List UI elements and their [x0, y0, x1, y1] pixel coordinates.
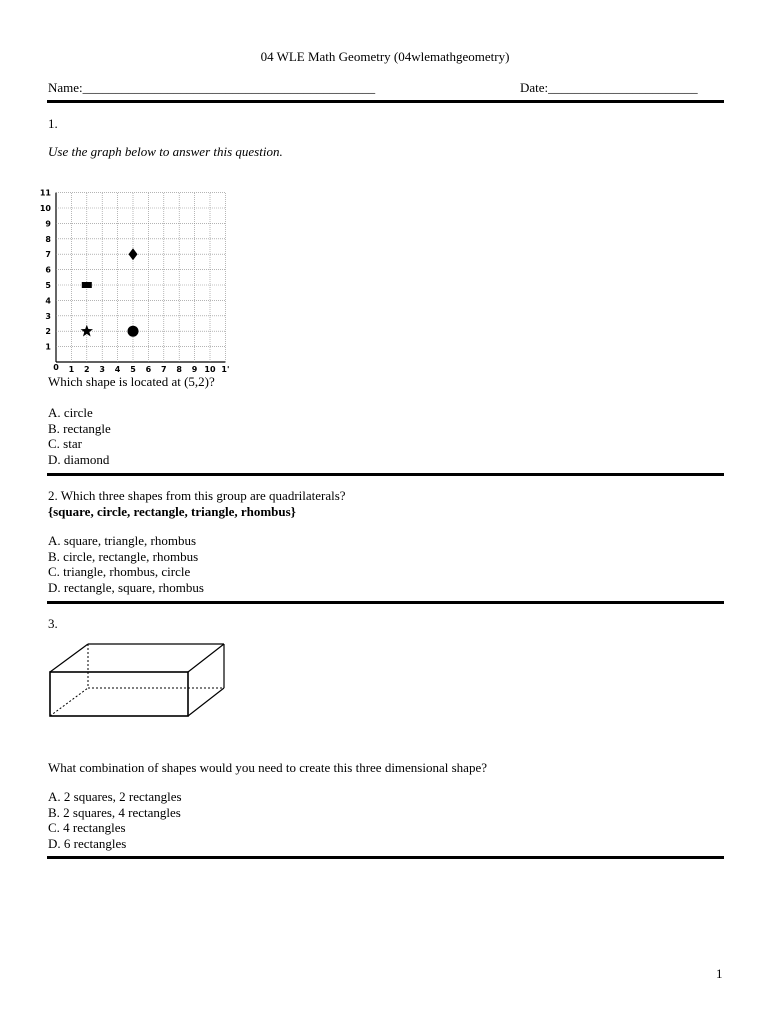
option-d: D. diamond [48, 452, 110, 468]
diamond-point [129, 248, 138, 260]
option-a: A. square, triangle, rhombus [48, 533, 197, 548]
rectangular-prism-figure [46, 640, 248, 728]
question-2-text: 2. Which three shapes from this group are quadrilaterals? [48, 488, 346, 503]
star-point [81, 325, 93, 337]
x-tick-label: 1' [221, 365, 230, 374]
question-1-options [48, 405, 111, 468]
y-axis-ticks [40, 189, 52, 352]
question-1-text: Which shape is located at (5,2)? [48, 374, 215, 389]
option-c: C. 4 rectangles [48, 820, 126, 836]
option-c: C. triangle, rhombus, circle [48, 564, 191, 580]
y-tick-label: 2 [45, 327, 51, 337]
x-tick-label: 9 [191, 365, 198, 374]
divider [47, 601, 724, 604]
x-axis-ticks [69, 365, 230, 374]
prism-hidden-edge [50, 688, 88, 716]
x-tick-label: 7 [161, 365, 167, 374]
y-tick-label: 10 [39, 204, 51, 213]
option-b: B. 2 squares, 4 rectangles [48, 804, 181, 820]
prism-edge [188, 644, 224, 672]
divider [47, 100, 724, 103]
x-tick-label: 10 [204, 365, 216, 374]
prism-front-face [50, 672, 188, 716]
option-a: A. circle [48, 405, 93, 420]
option-b: B. circle, rectangle, rhombus [48, 548, 199, 564]
rectangle-point [82, 282, 92, 288]
option-a: A. 2 squares, 2 rectangles [48, 789, 182, 804]
page-title: 04 WLE Math Geometry (04wlemathgeometry) [260, 49, 510, 64]
y-tick-label: 7 [45, 250, 51, 260]
y-tick-label: 8 [45, 234, 51, 244]
coordinate-graph [36, 184, 246, 376]
x-tick-label: 5 [130, 365, 136, 374]
circle-point [128, 326, 139, 337]
x-tick-label: 8 [176, 365, 182, 374]
y-tick-label: 1 [45, 342, 51, 352]
x-tick-label: 6 [145, 365, 152, 374]
option-c: C. star [48, 436, 82, 452]
prism-edge [50, 644, 88, 672]
graph-points [81, 248, 139, 337]
y-tick-label: 3 [45, 311, 51, 321]
x-tick-label: 3 [99, 365, 105, 374]
question-1-number: 1. [48, 116, 58, 131]
prism-edge [188, 688, 224, 716]
x-tick-label: 4 [114, 365, 121, 374]
option-d: D. 6 rectangles [48, 836, 127, 852]
divider [47, 856, 724, 859]
origin-label: 0 [53, 363, 59, 372]
name-field: Name:_____________________________________________ [48, 80, 376, 95]
page-number: 1 [716, 966, 723, 981]
question-1-instruction: Use the graph below to answer this question. [48, 144, 283, 159]
y-tick-label: 5 [45, 281, 51, 290]
y-tick-label: 11 [39, 188, 51, 198]
question-2-set: {square, circle, rectangle, triangle, rhombus} [48, 504, 296, 519]
y-tick-label: 4 [45, 296, 51, 306]
y-tick-label: 9 [45, 219, 51, 229]
date-field: Date:_______________________ [520, 80, 698, 95]
question-3-options [48, 789, 182, 852]
divider [47, 473, 724, 476]
option-b: B. rectangle [48, 420, 111, 436]
question-3-text: What combination of shapes would you need to create this three dimensional shape? [48, 760, 487, 775]
x-tick-label: 1 [68, 365, 75, 374]
question-2-options [48, 533, 204, 596]
graph-grid [56, 193, 225, 362]
x-tick-label: 2 [84, 365, 90, 374]
option-d: D. rectangle, square, rhombus [48, 580, 204, 596]
question-3-number: 3. [48, 616, 58, 631]
y-tick-label: 6 [45, 265, 51, 275]
